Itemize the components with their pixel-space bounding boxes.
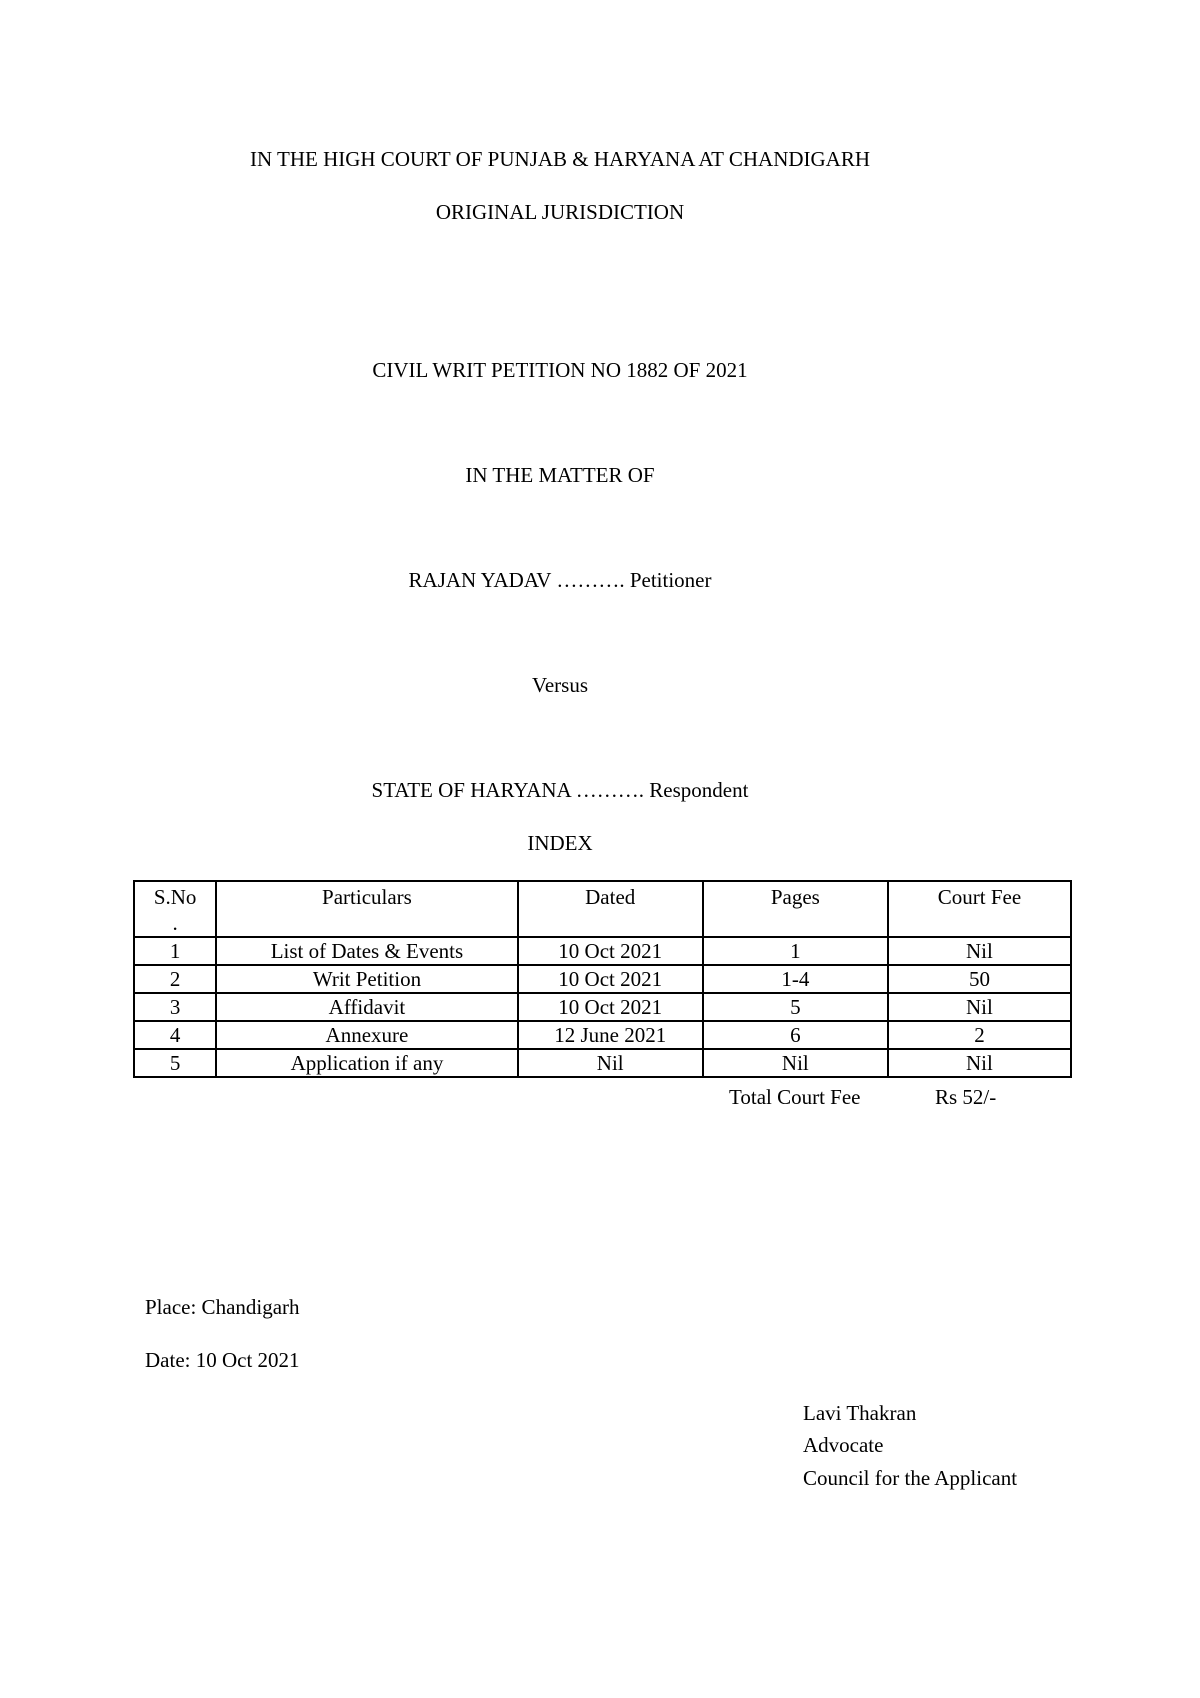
date-line: Date: 10 Oct 2021 bbox=[145, 1348, 300, 1372]
cell-dated: 12 June 2021 bbox=[518, 1021, 703, 1049]
col-header-sno bbox=[134, 881, 216, 937]
jurisdiction-title: ORIGINAL JURISDICTION bbox=[435, 200, 685, 224]
col-header-court-fee: Court Fee bbox=[888, 881, 1071, 937]
table-row bbox=[134, 937, 1071, 965]
cell-pages: Nil bbox=[703, 1049, 888, 1077]
index-header-row bbox=[134, 881, 1071, 937]
petitioner-line: RAJAN YADAV ………. Petitioner bbox=[408, 568, 712, 592]
cell-sno: 4 bbox=[134, 1021, 216, 1049]
cell-sno: 3 bbox=[134, 993, 216, 1021]
matter-heading: IN THE MATTER OF bbox=[465, 463, 655, 487]
cell-pages: 1 bbox=[703, 937, 888, 965]
cell-pages: 1-4 bbox=[703, 965, 888, 993]
index-table bbox=[133, 880, 1072, 1078]
col-header-dated: Dated bbox=[518, 881, 703, 937]
index-title: INDEX bbox=[527, 831, 593, 855]
col-header-pages: Pages bbox=[703, 881, 888, 937]
cell-court-fee: Nil bbox=[888, 1049, 1071, 1077]
signatory-name: Lavi Thakran bbox=[803, 1401, 917, 1425]
signatory-council: Council for the Applicant bbox=[803, 1466, 1018, 1490]
total-court-fee-label: Total Court Fee bbox=[729, 1085, 861, 1109]
cell-dated: 10 Oct 2021 bbox=[518, 937, 703, 965]
cell-sno: 2 bbox=[134, 965, 216, 993]
petition-number: CIVIL WRIT PETITION NO 1882 OF 2021 bbox=[372, 358, 748, 382]
table-row bbox=[134, 1049, 1071, 1077]
cell-dated: 10 Oct 2021 bbox=[518, 965, 703, 993]
cell-court-fee: Nil bbox=[888, 993, 1071, 1021]
signatory-role: Advocate bbox=[803, 1433, 884, 1457]
place-line: Place: Chandigarh bbox=[145, 1295, 300, 1319]
table-row bbox=[134, 993, 1071, 1021]
cell-sno: 1 bbox=[134, 937, 216, 965]
cell-particulars: Annexure bbox=[216, 1021, 517, 1049]
table-row bbox=[134, 965, 1071, 993]
col-header-sno-label: S.No . bbox=[153, 885, 197, 935]
cell-particulars: Application if any bbox=[216, 1049, 517, 1077]
table-row bbox=[134, 1021, 1071, 1049]
cell-pages: 6 bbox=[703, 1021, 888, 1049]
cell-court-fee: 50 bbox=[888, 965, 1071, 993]
cell-dated: 10 Oct 2021 bbox=[518, 993, 703, 1021]
respondent-line: STATE OF HARYANA ………. Respondent bbox=[371, 778, 749, 802]
cell-particulars: List of Dates & Events bbox=[216, 937, 517, 965]
cell-pages: 5 bbox=[703, 993, 888, 1021]
cell-dated: Nil bbox=[518, 1049, 703, 1077]
col-header-particulars: Particulars bbox=[216, 881, 517, 937]
cell-particulars: Affidavit bbox=[216, 993, 517, 1021]
cell-particulars: Writ Petition bbox=[216, 965, 517, 993]
cell-court-fee: 2 bbox=[888, 1021, 1071, 1049]
total-court-fee-value: Rs 52/- bbox=[935, 1085, 997, 1109]
court-title: IN THE HIGH COURT OF PUNJAB & HARYANA AT CHANDIGARH bbox=[249, 147, 871, 171]
cell-sno: 5 bbox=[134, 1049, 216, 1077]
cell-court-fee: Nil bbox=[888, 937, 1071, 965]
versus-label: Versus bbox=[532, 673, 588, 697]
